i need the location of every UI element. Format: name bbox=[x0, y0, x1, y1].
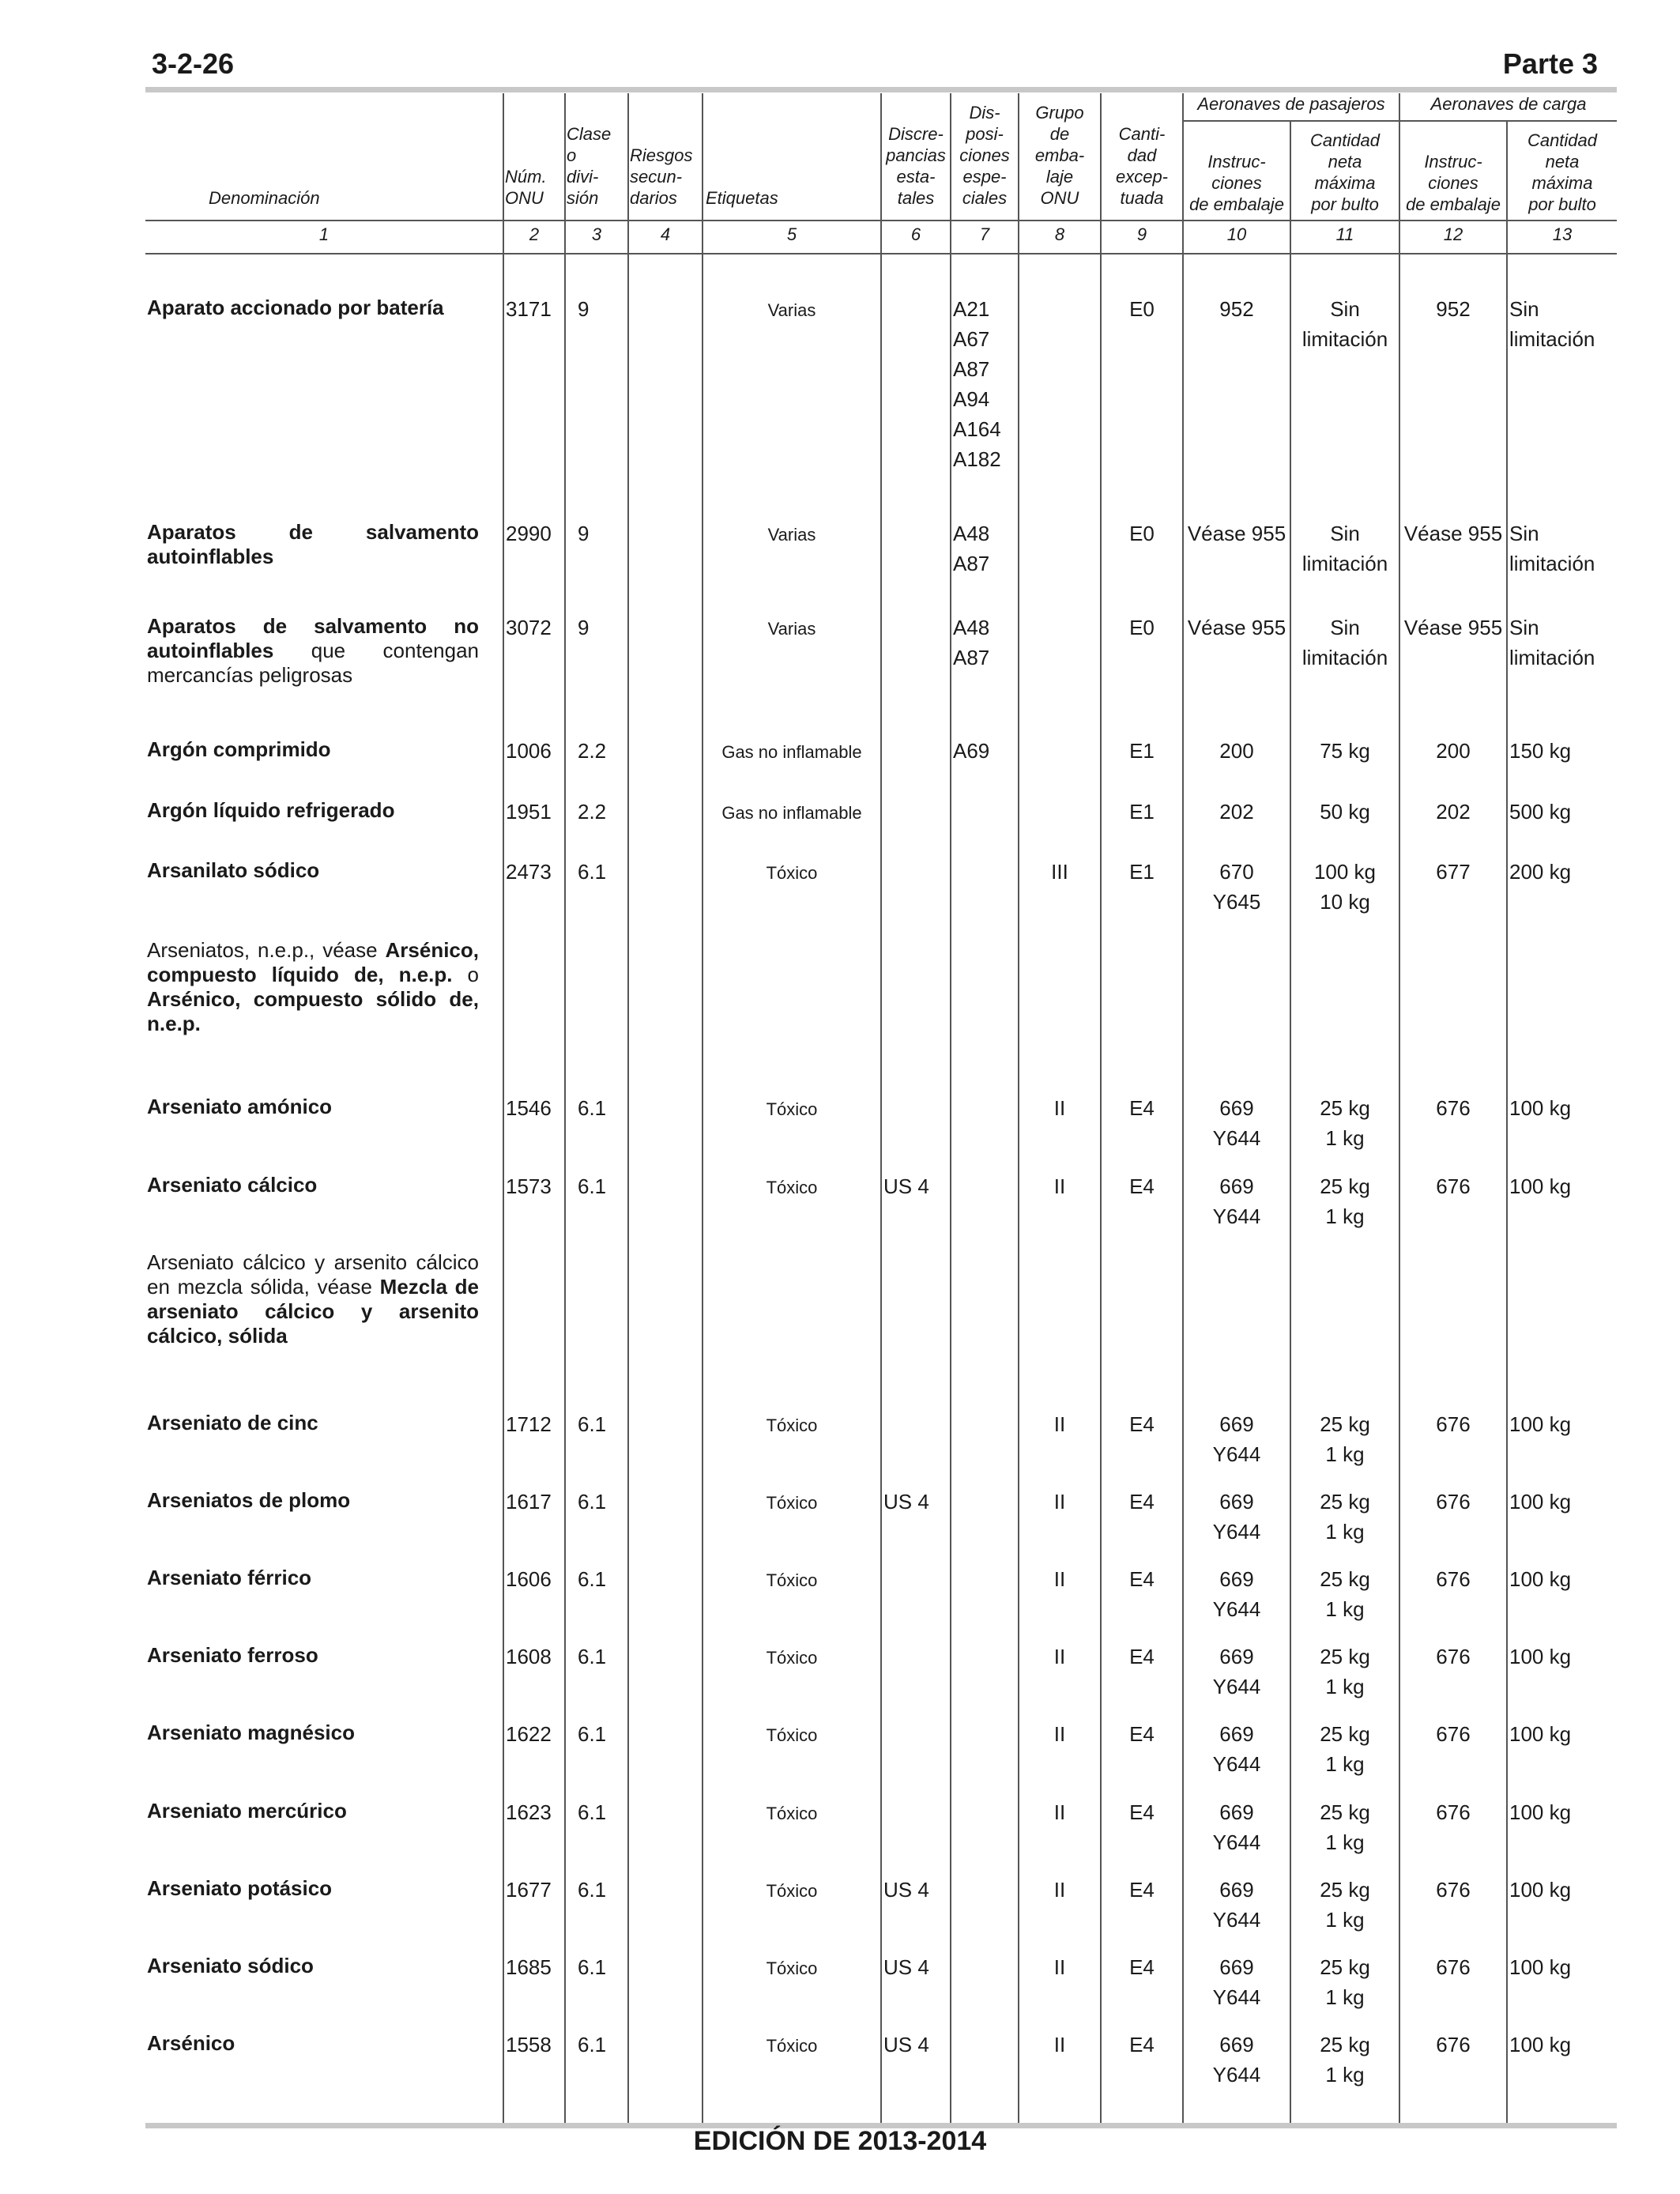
packing-group-cell: II bbox=[1053, 1412, 1066, 1436]
substance-name-cell bbox=[147, 1721, 479, 1745]
passenger-instruction-cell: 669 Y644 bbox=[1212, 2033, 1261, 2087]
substance-name-text: Mezcla de arseniato cálcico y arsenito cálcico, sólida bbox=[147, 1275, 479, 1348]
col-number: 5 bbox=[786, 224, 797, 244]
substance-name-text: Arseniato potásico bbox=[147, 1876, 333, 1900]
cargo-instruction-cell: Véase 955 bbox=[1403, 522, 1503, 545]
class-cell: 6.1 bbox=[578, 1955, 607, 1979]
substance-name-text: Arseniatos, n.e.p., véase bbox=[147, 938, 386, 962]
group-header-passenger: Aeronaves de pasajeros bbox=[1197, 94, 1385, 114]
un-number-cell: 1951 bbox=[506, 800, 552, 824]
un-number-cell: 3072 bbox=[506, 616, 552, 639]
substance-name-cell bbox=[147, 1173, 479, 1197]
excepted-quantity-cell: E0 bbox=[1129, 297, 1155, 321]
col-header-disposiciones: Dis- posi- ciones espe- ciales bbox=[959, 103, 1010, 208]
class-cell: 6.1 bbox=[578, 1174, 607, 1198]
excepted-quantity-cell: E1 bbox=[1129, 800, 1155, 824]
substance-name-text: Aparatos de salvamento autoinflables bbox=[147, 520, 479, 568]
substance-name-text: Arseniato cálcico bbox=[147, 1173, 318, 1197]
substance-name-text: Argón comprimido bbox=[147, 737, 331, 761]
passenger-instruction-cell: 669 Y644 bbox=[1212, 1878, 1261, 1932]
cargo-quantity-cell: 500 kg bbox=[1509, 800, 1572, 824]
col-number: 9 bbox=[1136, 224, 1147, 244]
class-cell: 6.1 bbox=[578, 1645, 607, 1668]
substance-name-text: o bbox=[452, 963, 480, 986]
state-variation-cell: US 4 bbox=[883, 1174, 929, 1198]
passenger-quantity-cell: Sin limitación bbox=[1301, 297, 1388, 351]
class-cell: 2.2 bbox=[578, 739, 607, 763]
cargo-quantity-cell: 100 kg bbox=[1509, 1412, 1572, 1436]
substance-name-cell bbox=[147, 614, 479, 688]
cargo-instruction-cell: 676 bbox=[1436, 1412, 1471, 1436]
cargo-instruction-cell: 952 bbox=[1436, 297, 1471, 321]
col-number: 11 bbox=[1335, 224, 1354, 244]
un-number-cell: 3171 bbox=[506, 297, 552, 321]
col-header-instrucciones-carga: Instruc- ciones de embalaje bbox=[1406, 152, 1501, 214]
substance-name-text: Arseniato amónico bbox=[147, 1095, 333, 1118]
substance-name-text: Aparatos de salvamento no autoinflables bbox=[147, 614, 479, 662]
passenger-instruction-cell: 669 Y644 bbox=[1212, 1412, 1261, 1466]
substance-name-text: Arsénico, compuesto líquido de, n.e.p. bbox=[147, 938, 479, 986]
passenger-instruction-cell: 670 Y645 bbox=[1212, 860, 1261, 914]
cargo-instruction-cell: 676 bbox=[1436, 1567, 1471, 1591]
substance-name-cell bbox=[147, 520, 479, 569]
un-number-cell: 1573 bbox=[506, 1174, 552, 1198]
col-header-cantidad-carga: Cantidad neta máxima por bulto bbox=[1527, 130, 1598, 214]
label-cell: Tóxico bbox=[766, 1804, 818, 1823]
substance-name-cell bbox=[147, 1643, 479, 1668]
substance-name-cell bbox=[147, 1799, 479, 1823]
col-header-etiquetas: Etiquetas bbox=[706, 188, 778, 208]
passenger-quantity-cell: Sin limitación bbox=[1301, 522, 1388, 575]
passenger-quantity-cell: 25 kg 1 kg bbox=[1320, 1722, 1370, 1776]
passenger-instruction-cell: Véase 955 bbox=[1187, 616, 1286, 639]
special-provisions-cell: A21 A67 A87 A94 A164 A182 bbox=[953, 297, 1001, 471]
col-header-riesgos: Riesgos secun- darios bbox=[630, 145, 693, 208]
top-rule bbox=[145, 87, 1617, 92]
part-title: Parte 3 bbox=[1502, 47, 1598, 80]
cargo-instruction-cell: 676 bbox=[1436, 1800, 1471, 1824]
class-cell: 6.1 bbox=[578, 1878, 607, 1902]
packing-group-cell: III bbox=[1051, 860, 1068, 884]
substance-name-text: Arseniato sódico bbox=[147, 1954, 314, 1977]
col-number: 8 bbox=[1054, 224, 1065, 244]
passenger-quantity-cell: 25 kg 1 kg bbox=[1320, 1567, 1370, 1621]
un-number-cell: 1006 bbox=[506, 739, 552, 763]
substance-name-cell bbox=[147, 2031, 479, 2056]
class-cell: 9 bbox=[578, 297, 590, 321]
col-header-grupo: Grupo de emba- laje ONU bbox=[1034, 103, 1085, 208]
state-variation-cell: US 4 bbox=[883, 1955, 929, 1979]
column-divider bbox=[950, 93, 951, 2123]
label-cell: Tóxico bbox=[766, 1493, 818, 1513]
edition-footer: EDICIÓN DE 2013-2014 bbox=[693, 2126, 987, 2156]
label-cell: Tóxico bbox=[766, 1178, 818, 1197]
excepted-quantity-cell: E4 bbox=[1129, 1174, 1155, 1198]
col-number: 6 bbox=[910, 224, 921, 244]
cargo-quantity-cell: 100 kg bbox=[1509, 1955, 1572, 1979]
cargo-instruction-cell: 677 bbox=[1436, 860, 1471, 884]
substance-name-cell bbox=[147, 1250, 479, 1348]
col-header-instrucciones-pasajeros: Instruc- ciones de embalaje bbox=[1189, 152, 1284, 214]
label-cell: Varias bbox=[767, 525, 816, 545]
un-number-cell: 1608 bbox=[506, 1645, 552, 1668]
passenger-instruction-cell: 669 Y644 bbox=[1212, 1645, 1261, 1698]
label-cell: Tóxico bbox=[766, 2036, 818, 2056]
substance-name-text: Argón líquido refrigerado bbox=[147, 798, 395, 822]
passenger-quantity-cell: 50 kg bbox=[1320, 800, 1370, 824]
excepted-quantity-cell: E4 bbox=[1129, 2033, 1155, 2056]
special-provisions-cell: A69 bbox=[953, 739, 990, 763]
passenger-instruction-cell: Véase 955 bbox=[1187, 522, 1286, 545]
state-variation-cell: US 4 bbox=[883, 1490, 929, 1514]
cargo-quantity-cell: Sin limitación bbox=[1509, 616, 1595, 669]
col-header-discrepancias: Discre- pancias esta- tales bbox=[886, 124, 946, 208]
special-provisions-cell: A48 A87 bbox=[953, 522, 990, 575]
substance-name-text: que contengan mercancías peligrosas bbox=[147, 639, 479, 687]
group-header-rule bbox=[1184, 120, 1617, 122]
un-number-cell: 1712 bbox=[506, 1412, 552, 1436]
class-cell: 6.1 bbox=[578, 1722, 607, 1746]
passenger-instruction-cell: 669 Y644 bbox=[1212, 1800, 1261, 1854]
un-number-cell: 1623 bbox=[506, 1800, 552, 1824]
class-cell: 9 bbox=[578, 522, 590, 545]
substance-name-cell bbox=[147, 1876, 479, 1901]
un-number-cell: 2990 bbox=[506, 522, 552, 545]
class-cell: 6.1 bbox=[578, 1567, 607, 1591]
cargo-quantity-cell: 100 kg bbox=[1509, 1174, 1572, 1198]
column-divider bbox=[1506, 122, 1508, 2123]
cargo-instruction-cell: 676 bbox=[1436, 1174, 1471, 1198]
col-number: 3 bbox=[591, 224, 602, 244]
cargo-quantity-cell: 100 kg bbox=[1509, 1722, 1572, 1746]
label-cell: Tóxico bbox=[766, 1570, 818, 1590]
state-variation-cell: US 4 bbox=[883, 1878, 929, 1902]
substance-name-text: Arsénico, compuesto sólido de, n.e.p. bbox=[147, 987, 479, 1035]
packing-group-cell: II bbox=[1053, 1800, 1066, 1824]
passenger-instruction-cell: 669 Y644 bbox=[1212, 1955, 1261, 2009]
substance-name-cell bbox=[147, 938, 479, 1036]
label-cell: Tóxico bbox=[766, 1958, 818, 1978]
class-cell: 6.1 bbox=[578, 1096, 607, 1120]
cargo-quantity-cell: 100 kg bbox=[1509, 1567, 1572, 1591]
un-number-cell: 1617 bbox=[506, 1490, 552, 1514]
passenger-instruction-cell: 669 Y644 bbox=[1212, 1567, 1261, 1621]
packing-group-cell: II bbox=[1053, 1878, 1066, 1902]
label-cell: Tóxico bbox=[766, 1648, 818, 1668]
col-header-num-onu: Núm. ONU bbox=[505, 167, 547, 208]
passenger-quantity-cell: 25 kg 1 kg bbox=[1320, 1800, 1370, 1854]
un-number-cell: 2473 bbox=[506, 860, 552, 884]
label-cell: Tóxico bbox=[766, 1416, 818, 1435]
un-number-cell: 1606 bbox=[506, 1567, 552, 1591]
substance-name-text: Arseniato mercúrico bbox=[147, 1799, 347, 1823]
substance-name-text: Arseniato de cinc bbox=[147, 1411, 318, 1434]
packing-group-cell: II bbox=[1053, 1567, 1066, 1591]
passenger-instruction-cell: 669 Y644 bbox=[1212, 1174, 1261, 1228]
substance-name-cell bbox=[147, 1411, 479, 1435]
substance-name-text: Aparato accionado por batería bbox=[147, 296, 444, 319]
column-divider bbox=[880, 93, 882, 2123]
passenger-instruction-cell: 952 bbox=[1219, 297, 1254, 321]
class-cell: 9 bbox=[578, 616, 590, 639]
un-number-cell: 1546 bbox=[506, 1096, 552, 1120]
excepted-quantity-cell: E0 bbox=[1129, 522, 1155, 545]
cargo-quantity-cell: 100 kg bbox=[1509, 1800, 1572, 1824]
substance-name-cell bbox=[147, 737, 479, 762]
col-number: 12 bbox=[1443, 224, 1463, 244]
substance-name-cell bbox=[147, 1954, 479, 1978]
substance-name-text: Arsanilato sódico bbox=[147, 858, 320, 882]
cargo-instruction-cell: 676 bbox=[1436, 1722, 1471, 1746]
substance-name-cell bbox=[147, 296, 479, 320]
column-divider bbox=[503, 93, 504, 2123]
cargo-quantity-cell: 100 kg bbox=[1509, 1878, 1572, 1902]
excepted-quantity-cell: E4 bbox=[1129, 1878, 1155, 1902]
excepted-quantity-cell: E4 bbox=[1129, 1800, 1155, 1824]
excepted-quantity-cell: E4 bbox=[1129, 1567, 1155, 1591]
packing-group-cell: II bbox=[1053, 1096, 1066, 1120]
cargo-instruction-cell: 676 bbox=[1436, 1645, 1471, 1668]
label-cell: Tóxico bbox=[766, 1881, 818, 1901]
col-number: 2 bbox=[529, 224, 540, 244]
packing-group-cell: II bbox=[1053, 1490, 1066, 1514]
cargo-instruction-cell: 202 bbox=[1436, 800, 1471, 824]
cargo-quantity-cell: 100 kg bbox=[1509, 1490, 1572, 1514]
cargo-instruction-cell: Véase 955 bbox=[1403, 616, 1503, 639]
cargo-quantity-cell: 100 kg bbox=[1509, 2033, 1572, 2056]
group-header-cargo: Aeronaves de carga bbox=[1430, 94, 1587, 114]
class-cell: 2.2 bbox=[578, 800, 607, 824]
class-cell: 6.1 bbox=[578, 860, 607, 884]
cargo-quantity-cell: 150 kg bbox=[1509, 739, 1572, 763]
excepted-quantity-cell: E4 bbox=[1129, 1490, 1155, 1514]
col-header-clase: Clase o divi- sión bbox=[567, 124, 612, 208]
cargo-quantity-cell: Sin limitación bbox=[1509, 522, 1595, 575]
un-number-cell: 1685 bbox=[506, 1955, 552, 1979]
column-divider bbox=[564, 93, 566, 2123]
passenger-instruction-cell: 669 Y644 bbox=[1212, 1490, 1261, 1544]
passenger-instruction-cell: 669 Y644 bbox=[1212, 1722, 1261, 1776]
passenger-quantity-cell: 25 kg 1 kg bbox=[1320, 1174, 1370, 1228]
excepted-quantity-cell: E4 bbox=[1129, 1645, 1155, 1668]
cargo-instruction-cell: 676 bbox=[1436, 1096, 1471, 1120]
passenger-quantity-cell: 25 kg 1 kg bbox=[1320, 1490, 1370, 1544]
excepted-quantity-cell: E4 bbox=[1129, 1412, 1155, 1436]
packing-group-cell: II bbox=[1053, 1645, 1066, 1668]
passenger-quantity-cell: 25 kg 1 kg bbox=[1320, 1878, 1370, 1932]
substance-name-text: Arseniato magnésico bbox=[147, 1721, 355, 1744]
packing-group-cell: II bbox=[1053, 1722, 1066, 1746]
label-cell: Tóxico bbox=[766, 1099, 818, 1119]
un-number-cell: 1622 bbox=[506, 1722, 552, 1746]
substance-name-text: Arseniato férrico bbox=[147, 1566, 312, 1589]
passenger-quantity-cell: 25 kg 1 kg bbox=[1320, 1645, 1370, 1698]
passenger-quantity-cell: 25 kg 1 kg bbox=[1320, 1096, 1370, 1150]
substance-name-cell bbox=[147, 858, 479, 883]
label-cell: Tóxico bbox=[766, 863, 818, 883]
column-divider bbox=[627, 93, 629, 2123]
packing-group-cell: II bbox=[1053, 1174, 1066, 1198]
excepted-quantity-cell: E0 bbox=[1129, 616, 1155, 639]
un-number-cell: 1558 bbox=[506, 2033, 552, 2056]
substance-name-text: Arsénico bbox=[147, 2031, 235, 2055]
passenger-quantity-cell: 100 kg 10 kg bbox=[1313, 860, 1377, 914]
passenger-instruction-cell: 202 bbox=[1219, 800, 1254, 824]
passenger-quantity-cell: 25 kg 1 kg bbox=[1320, 1412, 1370, 1466]
cargo-instruction-cell: 200 bbox=[1436, 739, 1471, 763]
cargo-instruction-cell: 676 bbox=[1436, 1490, 1471, 1514]
excepted-quantity-cell: E4 bbox=[1129, 1955, 1155, 1979]
col-number: 13 bbox=[1552, 224, 1573, 244]
passenger-quantity-cell: Sin limitación bbox=[1301, 616, 1388, 669]
page-number: 3-2-26 bbox=[152, 47, 235, 80]
label-cell: Gas no inflamable bbox=[721, 742, 862, 762]
state-variation-cell: US 4 bbox=[883, 2033, 929, 2056]
excepted-quantity-cell: E4 bbox=[1129, 1722, 1155, 1746]
cargo-instruction-cell: 676 bbox=[1436, 1878, 1471, 1902]
substance-name-text: Arseniato ferroso bbox=[147, 1643, 318, 1667]
col-number: 7 bbox=[979, 224, 990, 244]
label-cell: Gas no inflamable bbox=[721, 803, 862, 823]
class-cell: 6.1 bbox=[578, 2033, 607, 2056]
class-cell: 6.1 bbox=[578, 1800, 607, 1824]
substance-name-cell bbox=[147, 1488, 479, 1513]
class-cell: 6.1 bbox=[578, 1412, 607, 1436]
packing-group-cell: II bbox=[1053, 2033, 1066, 2056]
class-cell: 6.1 bbox=[578, 1490, 607, 1514]
un-number-cell: 1677 bbox=[506, 1878, 552, 1902]
col-header-denominacion: Denominación bbox=[209, 188, 320, 208]
passenger-quantity-cell: 25 kg 1 kg bbox=[1320, 1955, 1370, 2009]
label-cell: Varias bbox=[767, 300, 816, 320]
excepted-quantity-cell: E1 bbox=[1129, 739, 1155, 763]
substance-name-text: Arseniato cálcico y arsenito cálcico en mezcla sólida, véase bbox=[147, 1250, 479, 1299]
col-header-cantidad-pasajeros: Cantidad neta máxima por bulto bbox=[1309, 130, 1381, 214]
label-cell: Varias bbox=[767, 619, 816, 639]
passenger-instruction-cell: 669 Y644 bbox=[1212, 1096, 1261, 1150]
col-number: 4 bbox=[660, 224, 671, 244]
passenger-instruction-cell: 200 bbox=[1219, 739, 1254, 763]
cargo-quantity-cell: Sin limitación bbox=[1509, 297, 1595, 351]
cargo-quantity-cell: 100 kg bbox=[1509, 1645, 1572, 1668]
col-number: 1 bbox=[318, 224, 330, 244]
substance-name-text: Arseniatos de plomo bbox=[147, 1488, 351, 1512]
cargo-quantity-cell: 200 kg bbox=[1509, 860, 1572, 884]
cargo-instruction-cell: 676 bbox=[1436, 2033, 1471, 2056]
passenger-quantity-cell: 25 kg 1 kg bbox=[1320, 2033, 1370, 2087]
special-provisions-cell: A48 A87 bbox=[953, 616, 990, 669]
col-number: 10 bbox=[1226, 224, 1247, 244]
packing-group-cell: II bbox=[1053, 1955, 1066, 1979]
substance-name-cell bbox=[147, 798, 479, 823]
cargo-instruction-cell: 676 bbox=[1436, 1955, 1471, 1979]
label-cell: Tóxico bbox=[766, 1725, 818, 1745]
cargo-quantity-cell: 100 kg bbox=[1509, 1096, 1572, 1120]
excepted-quantity-cell: E4 bbox=[1129, 1096, 1155, 1120]
passenger-quantity-cell: 75 kg bbox=[1320, 739, 1370, 763]
col-header-cantidad-exceptuada: Canti- dad excep- tuada bbox=[1115, 124, 1169, 208]
excepted-quantity-cell: E1 bbox=[1129, 860, 1155, 884]
substance-name-cell bbox=[147, 1566, 479, 1590]
substance-name-cell bbox=[147, 1095, 479, 1119]
